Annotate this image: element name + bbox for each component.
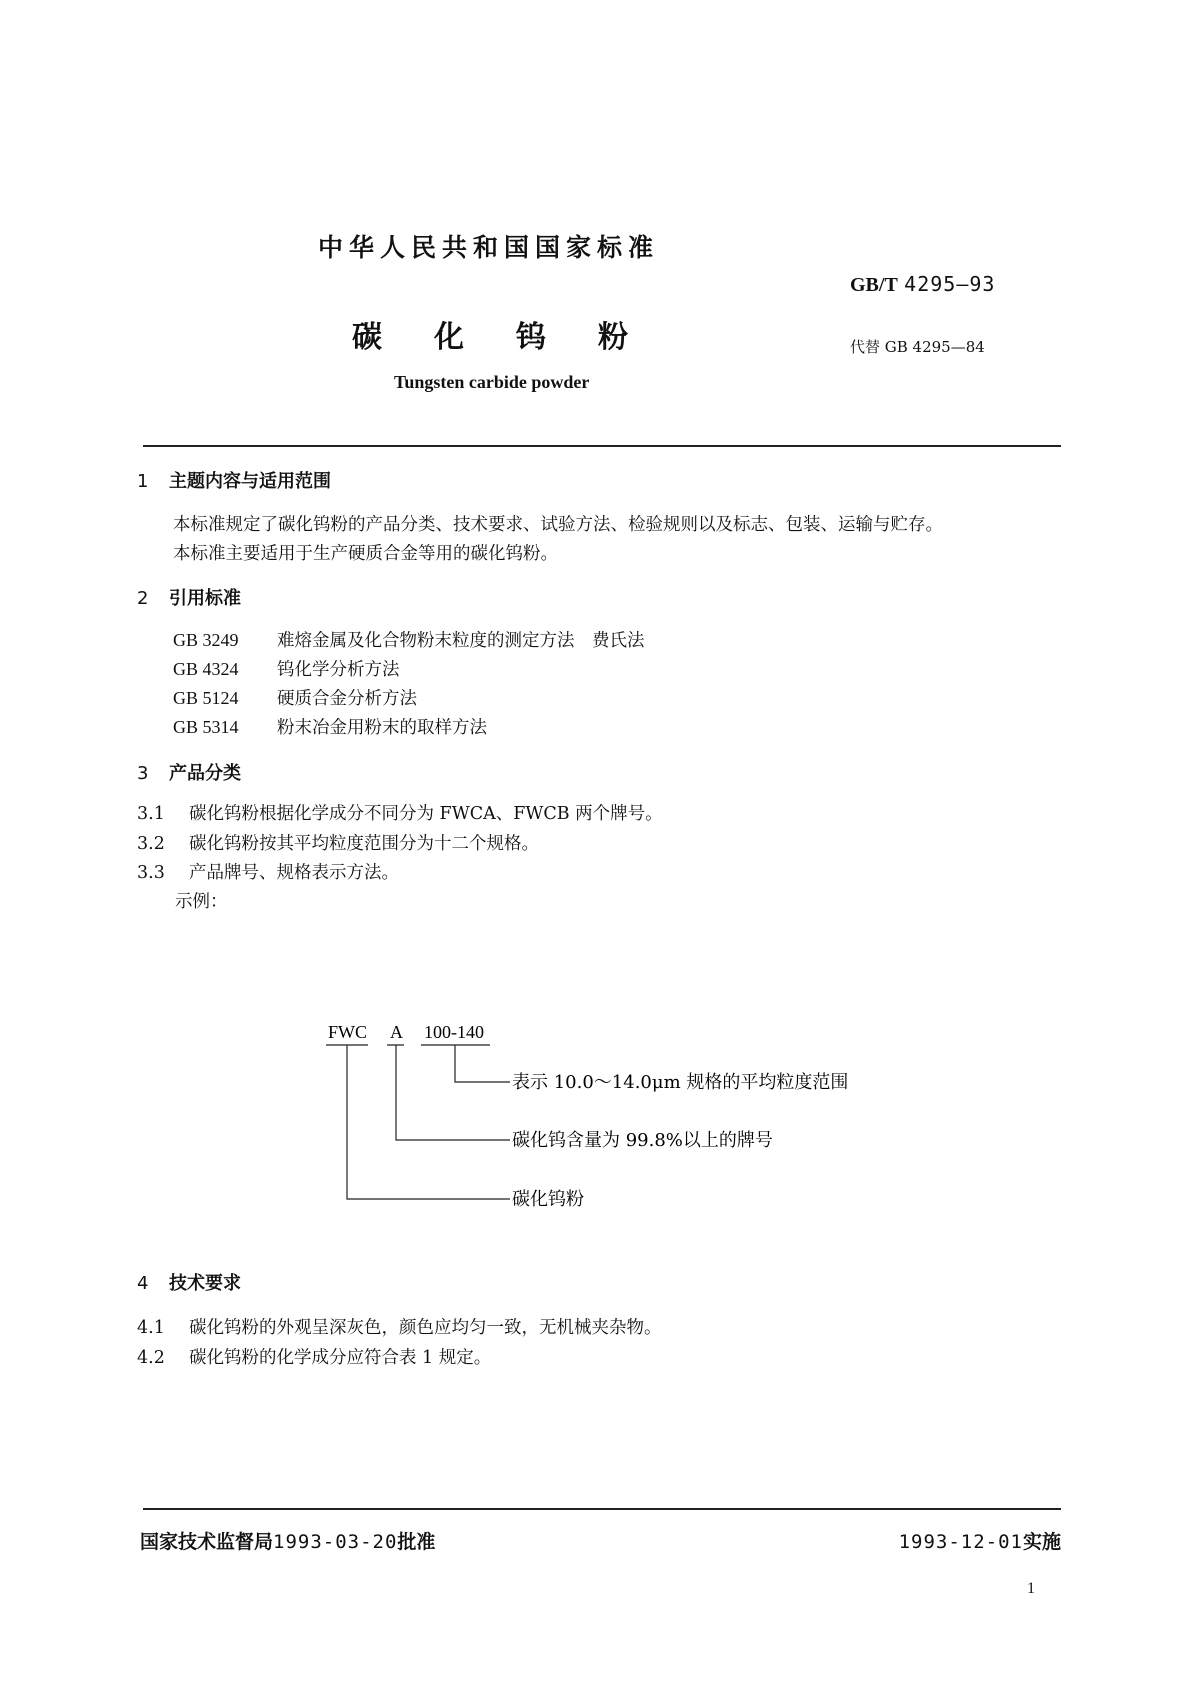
- approval-suffix: 批准: [397, 1531, 436, 1553]
- leader-size: [455, 1045, 510, 1082]
- section-title: 产品分类: [169, 763, 241, 784]
- approval-org: 国家技术监督局: [140, 1531, 274, 1553]
- reference-title: 难熔金属及化合物粉末粒度的测定方法 费氏法: [277, 631, 645, 651]
- reference-title: 硬质合金分析方法: [277, 689, 417, 709]
- reference-code: GB 5314: [173, 717, 239, 737]
- document-title-english: Tungsten carbide powder: [394, 372, 590, 392]
- clause-text: 碳化钨粉的外观呈深灰色，颜色应均匀一致，无机械夹杂物。: [189, 1318, 662, 1338]
- standard-prefix: GB/T: [850, 274, 898, 296]
- leader-grade: [396, 1045, 510, 1140]
- approval-line: [140, 1527, 435, 1554]
- section-1-paragraph-1: 本标准规定了碳化钨粉的产品分类、技术要求、试验方法、检验规则以及标志、包装、运输与贮存。: [173, 515, 943, 535]
- effective-suffix: 实施: [1022, 1531, 1061, 1553]
- footer-divider: [143, 1508, 1061, 1510]
- clause-text: 碳化钨粉的化学成分应符合表 1 规定。: [189, 1348, 492, 1368]
- effective-line: [899, 1527, 1061, 1554]
- replaces-note: 代替 GB 4295—84: [850, 338, 985, 356]
- reference-item: [173, 685, 417, 710]
- clause-number: 4.1: [137, 1318, 165, 1338]
- section-number: 1: [137, 471, 149, 492]
- reference-code: GB 4324: [173, 659, 239, 679]
- reference-item: [173, 627, 645, 652]
- designation-example-diagram: [328, 1005, 960, 1245]
- clause-number: 3.1: [137, 804, 165, 824]
- reference-title: 粉末冶金用粉末的取样方法: [277, 718, 487, 738]
- national-standard-heading: 中华人民共和国国家标准: [318, 233, 660, 262]
- clause-4-1: [137, 1314, 662, 1339]
- designation-part-grade: A: [390, 1022, 403, 1042]
- section-1-heading: [137, 467, 331, 493]
- clause-number: 3.2: [137, 834, 165, 854]
- clause-text: 碳化钨粉按其平均粒度范围分为十二个规格。: [189, 834, 539, 854]
- clause-text: 碳化钨粉根据化学成分不同分为 FWCA、FWCB 两个牌号。: [189, 804, 663, 824]
- description-grade: 碳化钨含量为 99.8%以上的牌号: [512, 1130, 773, 1151]
- designation-part-fwc: FWC: [328, 1022, 368, 1042]
- page-number: 1: [1027, 1580, 1035, 1597]
- leader-fwc: [347, 1045, 510, 1199]
- description-size: 表示 10.0～14.0μm 规格的平均粒度范围: [512, 1072, 849, 1093]
- section-1-paragraph-2: 本标准主要适用于生产硬质合金等用的碳化钨粉。: [173, 544, 558, 564]
- clause-4-2: [137, 1344, 491, 1369]
- reference-code: GB 3249: [173, 630, 239, 650]
- standard-code: 4295—93: [904, 272, 996, 296]
- designation-part-size: 100-140: [424, 1022, 484, 1042]
- example-label: 示例：: [175, 892, 228, 912]
- reference-code: GB 5124: [173, 688, 239, 708]
- standard-number: [850, 272, 995, 297]
- clause-3-2: [137, 830, 539, 855]
- clause-text: 产品牌号、规格表示方法。: [189, 863, 399, 883]
- effective-date: 1993-12-01: [898, 1531, 1023, 1553]
- section-title: 技术要求: [169, 1273, 241, 1294]
- approval-date: 1993-03-20: [273, 1531, 398, 1553]
- document-title: 碳化钨粉: [352, 320, 680, 355]
- reference-title: 钨化学分析方法: [277, 660, 400, 680]
- section-number: 2: [137, 588, 149, 609]
- section-3-heading: [137, 759, 241, 785]
- reference-item: [173, 656, 400, 681]
- section-number: 4: [137, 1273, 149, 1294]
- section-4-heading: [137, 1269, 241, 1295]
- section-title: 引用标准: [169, 588, 241, 609]
- section-title: 主题内容与适用范围: [169, 471, 331, 492]
- clause-3-3: [137, 859, 399, 884]
- description-fwc: 碳化钨粉: [512, 1189, 584, 1210]
- section-2-heading: [137, 584, 241, 610]
- clause-number: 4.2: [137, 1348, 165, 1368]
- section-number: 3: [137, 763, 149, 784]
- header-divider: [143, 445, 1061, 447]
- clause-number: 3.3: [137, 863, 165, 883]
- reference-item: [173, 714, 487, 739]
- clause-3-1: [137, 800, 663, 825]
